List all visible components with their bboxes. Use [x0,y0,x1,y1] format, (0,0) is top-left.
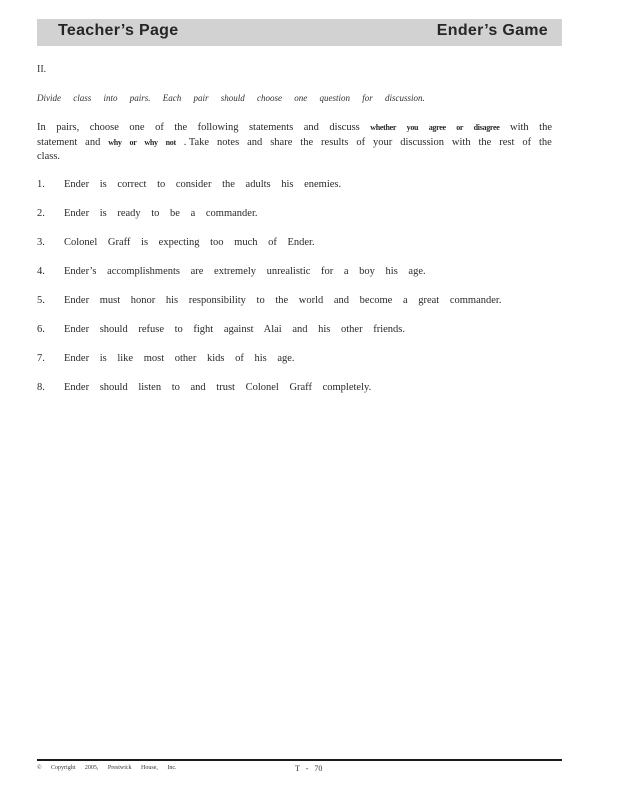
intro-line-3: class. [37,151,61,162]
intro-emphasis-word: or [456,123,464,132]
item-text: Ender should listen to and trust Colonel Graff completely. [64,382,372,393]
intro-word: the [174,122,188,133]
intro-word: results [321,136,349,148]
header-left-title: Teacher’s Page [58,22,179,39]
section-number: II. [37,64,47,75]
intro-word: and [85,136,101,148]
footer-page-number: T - 70 [295,764,323,773]
intro-word: of [522,136,532,148]
item-number: 5. [37,295,45,306]
item-number: 3. [37,237,45,248]
intro-emphasis-word: why [108,137,122,147]
intro-emphasis-word: agree [428,123,446,132]
footer-copyright: © Copyright 2005, Prestwick House, Inc. [37,765,177,771]
item-text: Colonel Graff is expecting too much of Ender. [64,237,315,248]
item-text: Ender is like most other kids of his age. [64,353,295,364]
intro-word: following [197,122,239,133]
intro-word: . Take [183,136,210,148]
intro-word: of [155,122,164,133]
intro-word: discuss [329,122,360,133]
intro-word: rest [499,136,515,148]
header-right-title: Ender’s Game [436,22,548,39]
intro-word: pairs, [56,122,80,133]
intro-word: notes [217,136,240,148]
item-number: 4. [37,266,45,277]
item-text: Ender is ready to be a commander. [64,208,258,219]
intro-word: your [373,136,393,148]
intro-emphasis-word: disagree [473,123,500,132]
item-number: 1. [37,179,45,190]
intro-line-1 [37,121,552,136]
intro-emphasis-word: why [144,137,158,147]
intro-word: the [478,136,492,148]
footer-rule [37,759,562,761]
item-number: 8. [37,382,45,393]
intro-word: with [451,136,471,148]
intro-emphasis-word: whether [370,123,397,132]
teacher-instruction: Divide class into pairs. Each pair should choose one question for discussion. [37,93,425,103]
item-text: Ender is correct to consider the adults his enemies. [64,179,342,190]
intro-emphasis-word: or [129,137,137,147]
item-text: Ender must honor his responsibility to the world and become a great commander. [64,295,502,306]
intro-word: of [356,136,366,148]
intro-line-2 [37,136,552,151]
intro-word: and [303,122,319,133]
intro-word: the [539,122,552,133]
intro-word: one [129,122,145,133]
intro-word: discussion [400,136,444,148]
item-text: Ender should refuse to fight against Alai and his other friends. [64,324,405,335]
item-number: 2. [37,208,45,219]
intro-word: the [300,136,314,148]
intro-paragraph [37,121,552,165]
intro-word: with [510,122,529,133]
item-number: 7. [37,353,45,364]
item-number: 6. [37,324,45,335]
intro-word: statement [37,136,78,148]
intro-word: choose [89,122,119,133]
intro-word: statements [248,122,294,133]
intro-emphasis-word: not [165,137,176,147]
intro-word: In [37,122,46,133]
item-text: Ender’s accomplishments are extremely unrealistic for a boy his age. [64,266,426,277]
intro-word: the [539,136,552,148]
intro-word: share [270,136,293,148]
intro-word: and [247,136,263,148]
page-header [37,19,562,46]
intro-emphasis-word: you [406,123,419,132]
